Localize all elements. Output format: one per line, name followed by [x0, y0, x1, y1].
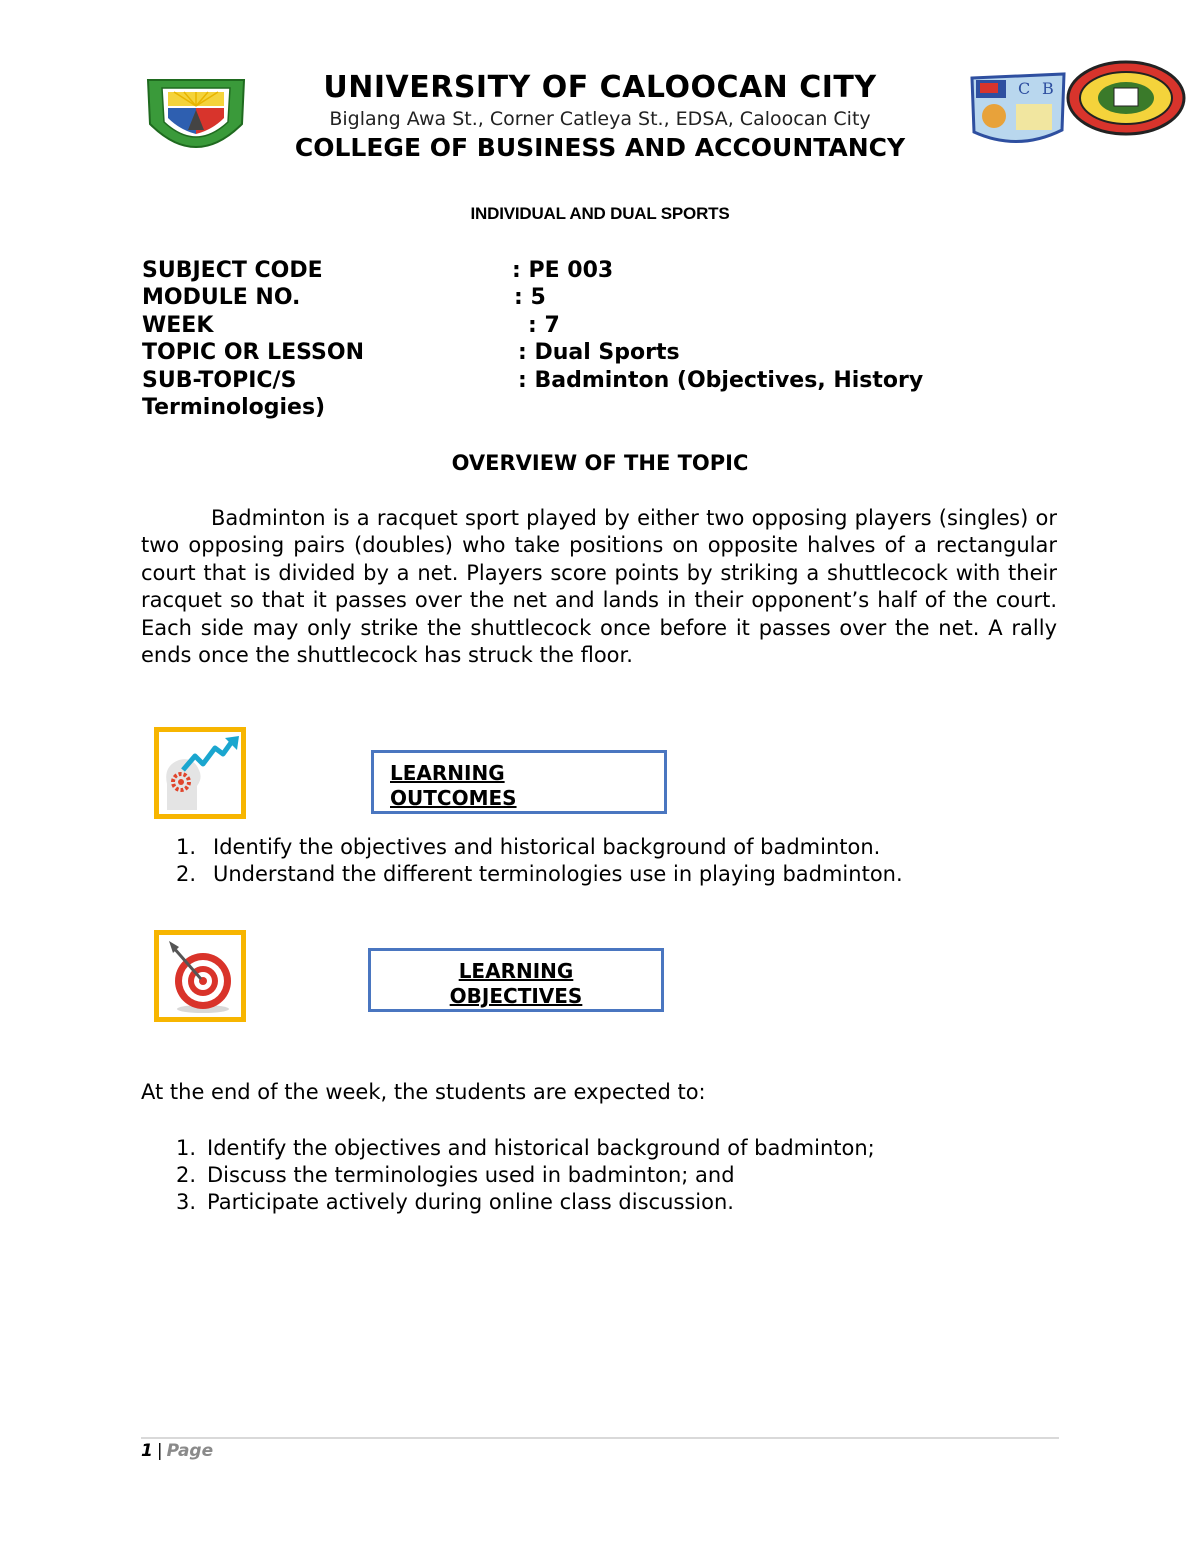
learning-outcomes-label: LEARNING OUTCOMES: [390, 761, 517, 810]
list-item: [176, 1162, 875, 1189]
document-title: INDIVIDUAL AND DUAL SPORTS: [470, 204, 730, 223]
page-number: 1: [141, 1441, 153, 1461]
list-number: 1.: [176, 835, 197, 859]
target-dart-icon: [154, 930, 246, 1022]
list-item: [176, 861, 903, 888]
svg-text:B: B: [1042, 79, 1054, 98]
footer-separator: |: [156, 1441, 163, 1461]
objectives-list: [176, 1135, 875, 1216]
cba-shield-logo-icon: [968, 70, 1068, 150]
university-address: Biglang Awa St., Corner Catleya St., EDSA, Caloocan City: [329, 108, 871, 130]
subject-code-value: : PE 003: [512, 258, 614, 283]
learning-outcomes-heading: [371, 750, 667, 814]
list-number: 3.: [176, 1190, 197, 1214]
subtopic-continuation: Terminologies): [142, 395, 326, 420]
subtopic-value: : Badminton (Objectives, History: [518, 368, 924, 393]
list-text: Identify the objectives and historical background of badminton;: [207, 1136, 875, 1160]
svg-text:C: C: [1018, 79, 1031, 98]
objectives-intro: At the end of the week, the students are expected to:: [141, 1080, 706, 1104]
learning-objectives-label: LEARNING OBJECTIVES: [449, 959, 583, 1008]
list-text: Identify the objectives and historical background of badminton.: [213, 835, 881, 859]
overview-paragraph: [141, 505, 1057, 669]
growth-chart-head-icon: [154, 727, 246, 819]
footer-divider: [141, 1437, 1059, 1439]
overview-title: OVERVIEW OF THE TOPIC: [451, 451, 749, 475]
outcomes-list: [176, 834, 903, 888]
topic-value: : Dual Sports: [518, 340, 680, 365]
university-name: UNIVERSITY OF CALOOCAN CITY: [323, 70, 877, 105]
list-text: Understand the different terminologies use in playing badminton.: [213, 862, 903, 886]
list-number: 1.: [176, 1136, 197, 1160]
subtopic-label: SUB-TOPIC/S: [142, 368, 297, 393]
module-no-label: MODULE NO.: [142, 285, 301, 310]
page-label: Page: [166, 1441, 214, 1461]
list-number: 2.: [176, 862, 197, 886]
subject-code-label: SUBJECT CODE: [142, 258, 323, 283]
college-name: COLLEGE OF BUSINESS AND ACCOUNTANCY: [294, 133, 906, 162]
list-item: [176, 1135, 875, 1162]
learning-objectives-heading: [368, 948, 664, 1012]
list-item: [176, 834, 903, 861]
list-number: 2.: [176, 1163, 197, 1187]
page-footer: [141, 1441, 213, 1461]
week-label: WEEK: [142, 313, 214, 338]
list-text: Participate actively during online class discussion.: [207, 1190, 734, 1214]
list-text: Discuss the terminologies used in badminton; and: [207, 1163, 735, 1187]
overview-text: Badminton is a racquet sport played by either two opposing players (singles) or two opposing pairs (doubles) who take positions on opposite halves of a rectangular court that is divided by a net. Players score points by striking a shuttlecock with their racquet so that it passes over the net and lands in their opponent’s half of the court. Each side may only strike the shuttlecock once before it passes over the net. A rally ends once the shuttlecock has struck the floor.: [141, 506, 1057, 668]
list-item: [176, 1189, 875, 1216]
module-no-value: : 5: [514, 285, 546, 310]
week-value: : 7: [528, 313, 560, 338]
topic-label: TOPIC OR LESSON: [142, 340, 364, 365]
cba-circular-seal-icon: [1060, 54, 1190, 138]
